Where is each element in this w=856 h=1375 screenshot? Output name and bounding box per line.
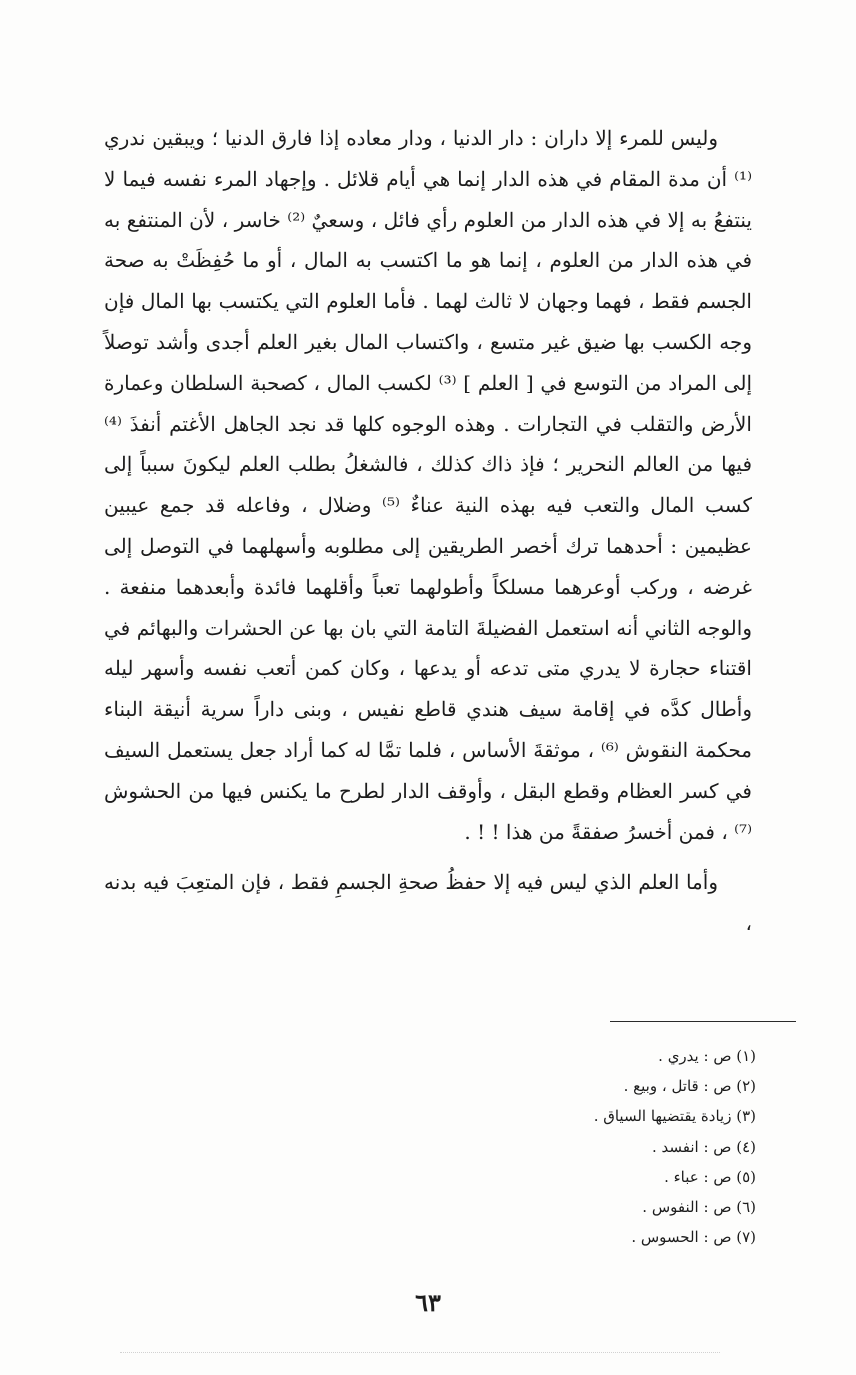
footnote-3: (٣) زيادة يقتضيها السياق . [593,1107,756,1126]
footnote-2: (٢) ص : قاتل ، وبيع . [623,1077,756,1096]
main-text [104,118,752,944]
paragraph-2: وأما العلم الذي ليس فيه إلا حفظُ صحةِ الجسمِ فقط ، فإن المتعِبَ فيه بدنه ، [104,870,752,936]
footnote-separator [610,1021,796,1022]
footnotes-list [356,1041,756,1252]
footnote-6: (٦) ص : النفوس . [642,1198,756,1217]
footnote-4: (٤) ص : انفسد . [652,1137,756,1156]
footnote-1: (١) ص : يدري . [658,1047,756,1065]
footnote-7: (٧) ص : الحسوس . [631,1228,756,1247]
paragraph-1: وليس للمرء إلا داران : دار الدنيا ، ودار معاده إذا فارق الدنيا ؛ ويبقين ندري ⁽¹⁾ أن مدة المقام في هذه الدار إنما هي أيام قلائل . وإجهاد المرء نفسه فيما لا ينتفعُ به إلا في هذه الدار من العلوم رأي فائل ، وسعيٌ ⁽²⁾ خاسر ، لأن المنتفع به في هذه الدار من العلوم ، إنما هو ما اكتسب به المال ، أو ما حُفِظَتْ به صحة الجسم فقط ، فهما وجهان لا ثالث لهما . فأما العلوم التي يكتسب بها المال فإن وجه الكسب بها ضيق غير متسع ، واكتساب المال بغير العلم أجدى وأشد توصلاً إلى المراد من التوسع في [ العلم ] ⁽³⁾ لكسب المال ، كصحبة السلطان وعمارة الأرض والتقلب في التجارات . وهذه الوجوه كلها قد نجد الجاهل الأغتم أنفذَ ⁽⁴⁾ فيها من العالم النحرير ؛ فإذ ذاك كذلك ، فالشغلُ بطلب العلم ليكونَ سبباً إلى كسب المال والتعب فيه بهذه النية عناءٌ ⁽⁵⁾ وضلال ، وفاعله قد جمع عيبين عظيمين : أحدهما ترك أخصر الطريقين إلى مطلوبه وأسهلهما في التوصل إلى غرضه ، وركب أوعرهما مسلكاً وأطولهما تعباً وأقلهما فائدة وأبعدهما منفعة . والوجه الثاني أنه استعمل الفضيلةَ التامة التي بان بها عن الحشرات والبهائم في اقتناء حجارة لا يدري متى تدعه أو يدعها ، وكان كمن أتعب نفسه وأسهر ليله وأطال كدَّه في إقامة سيف هندي قاطع نفيس ، وبنى داراً سرية أنيقة البناء محكمة النقوش ⁽⁶⁾ ، موثقةَ الأساس ، فلما تمَّا له كما أراد جعل يستعمل السيف في كسر العظام وقطع البقل ، وأوقف الدار لطرح ما يكنس فيها من الحشوش ⁽⁷⁾ ، فمن أخسرُ صفقةً من هذا ! ! . [104,126,753,844]
page-number: ٦٣ [415,1288,441,1317]
scan-artifact-line [120,1352,720,1353]
footnote-5: (٥) ص : عباء . [664,1167,756,1186]
